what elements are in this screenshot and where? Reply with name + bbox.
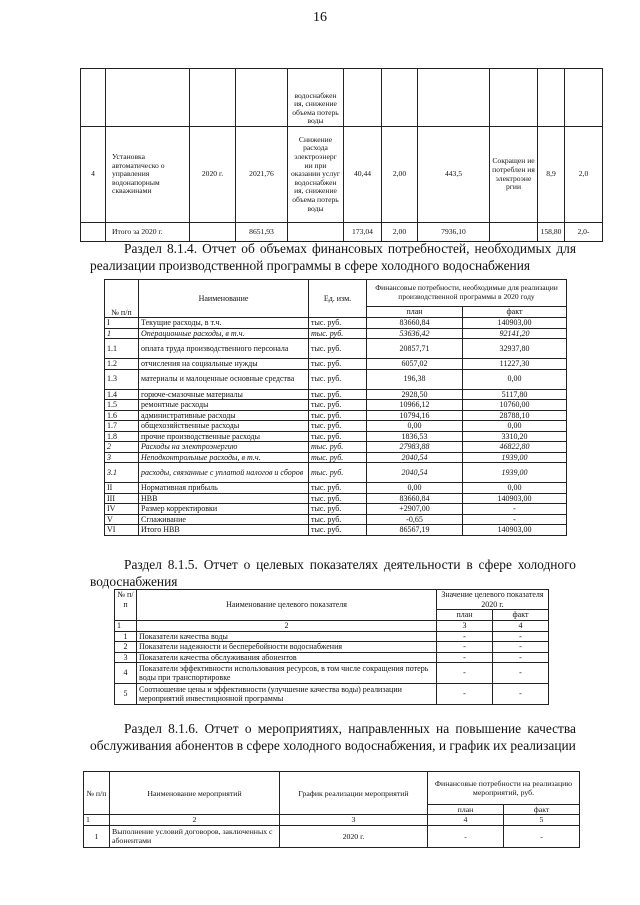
table-row: VI Итого НВВ тыс. руб. 86567,19 140903,00 (105, 525, 567, 536)
table-row: 5 Соотношение цены и эффективности (улучшение качества воды) реализации мероприятий инвестиционной программы - - (115, 684, 549, 705)
table-row: 1 Показатели качества воды - - (115, 631, 549, 642)
col-name: Наименование мероприятий (110, 772, 280, 815)
table-row: 1.1 оплата труда производственного персонала тыс. руб. 20857,71 32937,80 (105, 339, 567, 359)
table-row: 3 Неподконтрольные расходы, в т.ч. тыс. руб. 2040,54 1939,00 (105, 452, 567, 463)
table-row: 1.7 общехозяйственные расходы тыс. руб. 0,00 0,00 (105, 421, 567, 432)
effect-cont: водоснабжен ия, снижение объема потерь воды (288, 69, 344, 127)
col-value: Значение целевого показателя 2020 г. (437, 590, 549, 610)
section-8-1-5-heading: Раздел 8.1.5. Отчет о целевых показателях деятельности в сфере холодного водоснабжения (90, 557, 576, 589)
investment-table (80, 68, 603, 242)
col-num: № п/п (105, 280, 139, 318)
table-row: 4 Установка автоматическо о управления водонапорным скважинами 2020 г. 2021,76 Снижение расхода электроэнерг ии при оказании услуг водоснабжен ия, снижение объема потерь воды 40,44 2,00 443,5 Сокращен ие потреблен ия электроэне ргии 8,9 2,0 (81, 127, 603, 223)
table-row: 1.6 административные расходы тыс. руб. 10794,16 28788,10 (105, 410, 567, 421)
col-schedule: График реализации мероприятий (280, 772, 428, 815)
table-row: III НВВ тыс. руб. 83660,84 140903,00 (105, 493, 567, 504)
table-row: II Нормативная прибыль тыс. руб. 0,00 0,00 (105, 483, 567, 494)
column-index-row: 1 2 3 4 (115, 621, 549, 632)
section-8-1-6-heading: Раздел 8.1.6. Отчет о мероприятиях, направленных на повышение качества обслуживания абонентов в сфере холодного водоснабжения, и график их реализации (90, 721, 576, 753)
col-plan: план (367, 307, 463, 318)
col-plan: план (428, 805, 504, 815)
continuation-row (81, 69, 603, 127)
col-fact: факт (493, 610, 549, 621)
table-row: 2 Расходы на электроэнергию тыс. руб. 27983,88 46822,80 (105, 442, 567, 453)
column-index-row: 1 2 3 4 5 (84, 815, 580, 825)
target-indicators-table (114, 589, 549, 705)
col-plan: план (437, 610, 493, 621)
table-row: 3.1 расходы, связанные с уплатой налогов и сборов тыс. руб. 2040,54 1939,00 (105, 463, 567, 483)
col-fin: Финансовые потребности на реализацию мероприятий, руб. (428, 772, 580, 805)
table-row: 4 Показатели эффективности использования ресурсов, в том числе сокращения потерь воды при транспортировке - - (115, 663, 549, 684)
col-unit: Ед. изм. (309, 280, 367, 318)
table-row: 1 Выполнение условий договоров, заключенных с абонентами 2020 г. - - (84, 825, 580, 847)
section-8-1-4-heading: Раздел 8.1.4. Отчет об объемах финансовых потребностей, необходимых для реализации производственной программы в сфере холодного водоснабжения (90, 241, 576, 273)
table-row: 3 Показатели качества обслуживания абонентов - - (115, 652, 549, 663)
table-row: 1.3 материалы и малоценные основные средства тыс. руб. 196,38 0,00 (105, 369, 567, 389)
table-row: IV Размер корректировки тыс. руб. +2907,00 - (105, 504, 567, 515)
measures-table (83, 771, 580, 848)
table-row: 2 Показатели надежности и бесперебойности водоснабжения - - (115, 642, 549, 653)
total-row: Итого за 2020 г. 8651,93 173,04 2,00 7936,10 158,80 2,0- (81, 223, 603, 242)
financial-needs-table (104, 279, 567, 536)
col-num: № п/п (84, 772, 110, 815)
table-row: 1.2 отчисления на социальные нужды тыс. руб. 6057,02 11227,30 (105, 359, 567, 370)
table-row: 1 Операционные расходы, в т.ч. тыс. руб. 53636,42 92141,20 (105, 328, 567, 339)
col-name: Наименование целевого показателя (137, 590, 437, 621)
col-fin: Финансовые потребности, необходимые для реализации производственной программы в 2020 году (367, 280, 567, 307)
page-number: 16 (313, 10, 327, 25)
table-row: 1.5 ремонтные расходы тыс. руб. 10966,12 10760,00 (105, 400, 567, 411)
col-num: № п/п (115, 590, 137, 621)
col-fact: факт (504, 805, 580, 815)
table-row: V Сглаживание тыс. руб. -0,65 - (105, 514, 567, 525)
col-fact: факт (463, 307, 567, 318)
table-row: 1.8 прочие производственные расходы тыс. руб. 1836,53 3310,20 (105, 431, 567, 442)
table-row: 1.4 горюче-смазочные материалы тыс. руб. 2928,50 5117,80 (105, 389, 567, 400)
col-name: Наименование (139, 280, 309, 318)
table-row: I Текущие расходы, в т.ч. тыс. руб. 83660,84 140903,00 (105, 318, 567, 329)
